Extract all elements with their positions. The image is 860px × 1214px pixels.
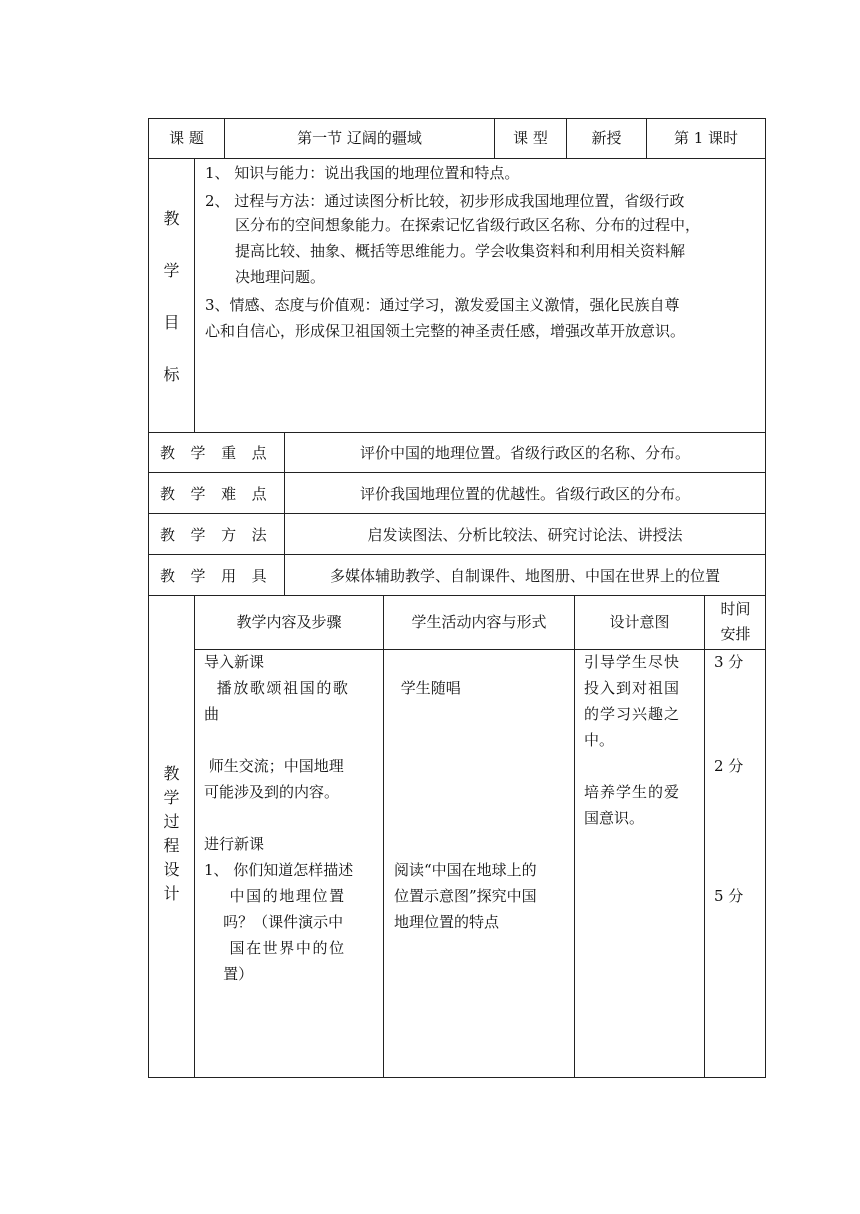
content-line: 吗？（课件演示中 [204,913,344,931]
column-header-intent: 设计意图 [609,613,670,631]
content-line: 导入新课 [204,653,265,671]
activity-line: 学生随唱 [396,679,461,697]
process-label-divider [194,595,195,1078]
content-line: 师生交流；中国地理 [204,757,344,775]
column-header-time: 时间 [720,600,751,618]
topic-label: 课 题 [169,129,204,147]
type-value: 新授 [591,129,622,147]
objective-line: 决地理问题。 [235,268,326,286]
process-header-bottom [194,649,766,650]
objective-line: 区分布的空间想象能力。在探索记忆省级行政区名称、分布的过程中， [235,216,701,234]
content-line: 中国的地理位置 [204,887,346,905]
tools-label: 教 学 用 具 [160,567,269,585]
key-points-value: 评价中国的地理位置。省级行政区的名称、分布。 [359,444,690,462]
column-header-activity: 学生活动内容与形式 [411,613,547,631]
intent-line: 中。 [584,731,615,749]
process-col-divider [383,595,384,1078]
column-header-content: 教学内容及步骤 [236,613,342,631]
process-label-char: 学 [163,788,180,807]
objectives-row-bottom [148,432,766,433]
intent-line: 的学习兴趣之 [584,705,681,723]
row-bottom [148,595,766,596]
process-label-char: 计 [163,884,180,903]
content-line: 1、 你们知道怎样描述 [204,861,354,879]
objectives-label-char: 教 [163,209,180,228]
content-line: 置） [204,965,254,983]
time-value: 5 分 [714,887,744,905]
row-bottom [148,554,766,555]
content-line: 可能涉及到的内容。 [204,783,340,801]
key-points-label: 教 学 重 点 [160,444,269,462]
content-line: 国在世界中的位 [204,939,346,957]
time-value: 2 分 [714,757,744,775]
intent-line: 国意识。 [584,809,645,827]
objectives-label-char: 学 [163,261,180,280]
time-value: 3 分 [714,653,744,671]
objective-line: 3、情感、态度与价值观：通过学习，激发爱国主义激情，强化民族自尊 [205,296,680,314]
intent-line: 引导学生尽快 [584,653,681,671]
method-value: 启发读图法、分析比较法、研究讨论法、讲授法 [367,526,683,544]
content-line: 进行新课 [204,835,265,853]
row-bottom [148,513,766,514]
objectives-label-divider [194,158,195,432]
activity-line: 阅读“中国在地球上的 [394,861,537,879]
process-col-divider [574,595,575,1078]
header-row-bottom [148,158,766,159]
activity-line: 地理位置的特点 [394,913,500,931]
process-label-char: 过 [163,812,180,831]
activity-line: 位置示意图”探究中国 [394,887,537,905]
difficulty-label: 教 学 难 点 [160,485,269,503]
intent-line: 培养学生的爱 [584,783,681,801]
objective-line: 2、 过程与方法：通过读图分析比较，初步形成我国地理位置，省级行政 [205,192,685,210]
objectives-label-char: 标 [163,365,180,384]
process-label-char: 设 [163,860,180,879]
difficulty-value: 评价我国地理位置的优越性。省级行政区的分布。 [359,485,690,503]
content-line: 曲 [204,705,220,723]
topic-value: 第一节 辽阔的疆域 [297,129,422,147]
row-bottom [148,472,766,473]
objective-line: 心和自信心，形成保卫祖国领土完整的神圣责任感，增强改革开放意识。 [205,322,686,340]
process-label-char: 程 [163,836,180,855]
tools-value: 多媒体辅助教学、自制课件、地图册、中国在世界上的位置 [329,567,720,585]
objective-line: 提高比较、抽象、概括等思维能力。学会收集资料和利用相关资料解 [235,242,686,260]
content-line: 播放歌颂祖国的歌 [204,679,350,697]
objectives-label-char: 目 [163,313,180,332]
process-col-divider [704,595,705,1078]
process-label-char: 教 [163,764,180,783]
period-value: 第 1 课时 [673,129,739,147]
objective-line: 1、 知识与能力：说出我国的地理位置和特点。 [205,164,520,182]
method-label: 教 学 方 法 [160,526,269,544]
intent-line: 投入到对祖国 [584,679,681,697]
column-header-arrange: 安排 [720,625,751,643]
type-label: 课 型 [513,129,548,147]
